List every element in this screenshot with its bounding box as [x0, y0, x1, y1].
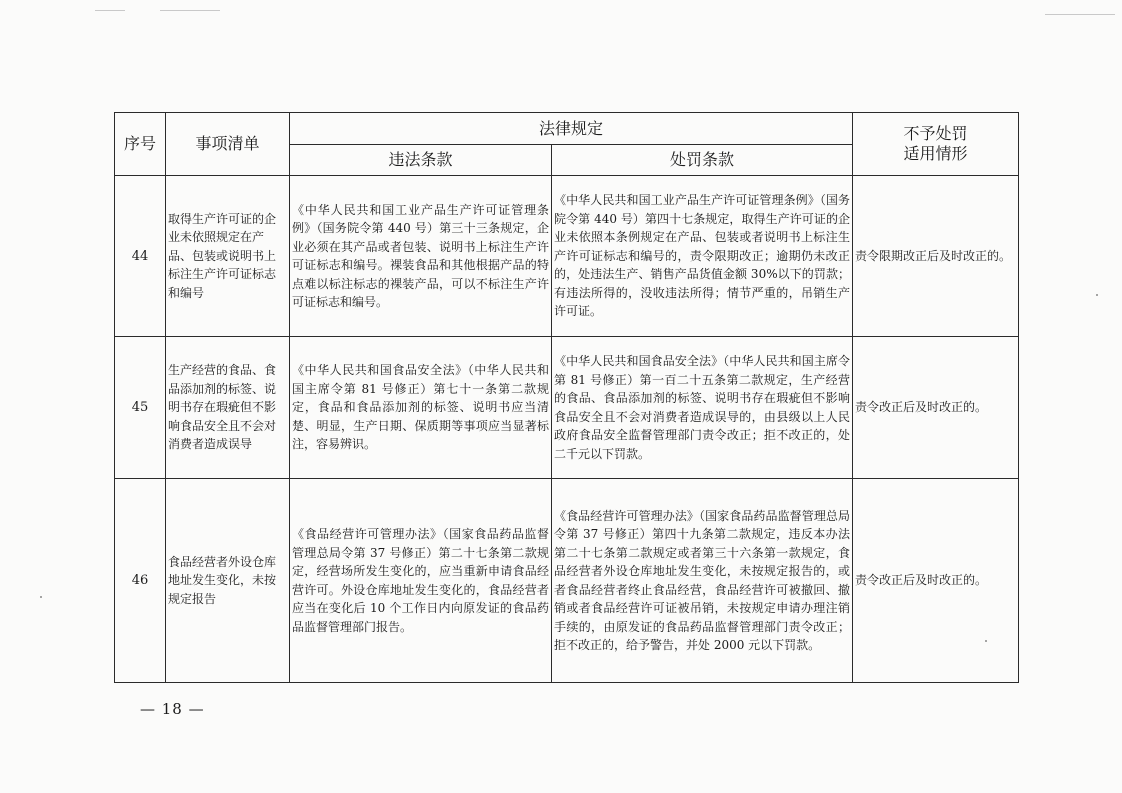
- scan-artifact: [160, 10, 220, 11]
- row-exempt: 责令限期改正后及时改正的。: [853, 176, 1019, 337]
- header-violation: 违法条款: [290, 145, 552, 176]
- scan-artifact: [95, 10, 125, 11]
- row-violation: 《食品经营许可管理办法》（国家食品药品监督管理总局令第 37 号修正）第二十七条第二款规定，经营场所发生变化的，应当重新申请食品经营许可。外设仓库地址发生变化的，食品经营者应当在变化后 10 个工作日内向原发证的食品药品监督管理部门报告。: [290, 479, 552, 683]
- table-header-row: [115, 113, 1019, 145]
- row-exempt: 责令改正后及时改正的。: [853, 337, 1019, 479]
- scan-speck: [40, 596, 42, 598]
- header-law: 法律规定: [290, 113, 853, 145]
- table-row: [115, 337, 1019, 479]
- row-item: 生产经营的食品、食品添加剂的标签、说明书存在瑕疵但不影响食品安全且不会对消费者造成误导: [166, 337, 290, 479]
- header-item: 事项清单: [166, 113, 290, 176]
- row-penalty: 《中华人民共和国食品安全法》（中华人民共和国主席令第 81 号修正）第一百二十五条第二款规定，生产经营的食品、食品添加剂的标签、说明书存在瑕疵但不影响食品安全且不会对消费者造成误导的，由县级以上人民政府食品安全监督管理部门责令改正；拒不改正的，处二千元以下罚款。: [552, 337, 853, 479]
- row-item: 取得生产许可证的企业未依照规定在产品、包装或说明书上标注生产许可证标志和编号: [166, 176, 290, 337]
- scan-speck: [985, 640, 987, 642]
- row-violation: 《中华人民共和国工业产品生产许可证管理条例》（国务院令第 440 号）第三十三条规定，企业必须在其产品或者包装、说明书上标注生产许可证标志和编号。裸装食品和其他根据产品的特点难以标注标志的裸装产品，可以不标注生产许可证标志和编号。: [290, 176, 552, 337]
- table-row: [115, 176, 1019, 337]
- row-number: 46: [115, 479, 166, 683]
- row-penalty: 《中华人民共和国工业产品生产许可证管理条例》（国务院令第 440 号）第四十七条规定，取得生产许可证的企业未依照本条例规定在产品、包装或者说明书上标注生产许可证标志和编号的，责令限期改正；逾期仍未改正的，处违法生产、销售产品货值金额 30%以下的罚款；有违法所得的，没收违法所得；情节严重的，吊销生产许可证。: [552, 176, 853, 337]
- header-seq: 序号: [115, 113, 166, 176]
- row-number: 44: [115, 176, 166, 337]
- table-row: [115, 479, 1019, 683]
- header-exempt: 不予处罚 适用情形: [853, 113, 1019, 176]
- row-violation: 《中华人民共和国食品安全法》（中华人民共和国主席令第 81 号修正）第七十一条第二款规定，食品和食品添加剂的标签、说明书应当清楚、明显，生产日期、保质期等事项应当显著标注，容易辨识。: [290, 337, 552, 479]
- scan-speck: [1096, 294, 1098, 296]
- row-exempt: 责令改正后及时改正的。: [853, 479, 1019, 683]
- row-number: 45: [115, 337, 166, 479]
- row-penalty: 《食品经营许可管理办法》（国家食品药品监督管理总局令第 37 号修正）第四十九条第二款规定，违反本办法第二十七条第二款规定或者第三十六条第一款规定，食品经营者外设仓库地址发生变化，未按规定报告的，或者食品经营者终止食品经营，食品经营许可被撤回、撤销或者食品经营许可证被吊销，未按规定申请办理注销手续的，由原发证的食品药品监督管理部门责令改正；拒不改正的，给予警告，并处 2000 元以下罚款。: [552, 479, 853, 683]
- row-item: 食品经营者外设仓库地址发生变化，未按规定报告: [166, 479, 290, 683]
- scan-artifact: [1045, 14, 1115, 15]
- header-penalty: 处罚条款: [552, 145, 853, 176]
- page-number: — 18 —: [140, 700, 205, 718]
- regulation-table: [114, 112, 1019, 683]
